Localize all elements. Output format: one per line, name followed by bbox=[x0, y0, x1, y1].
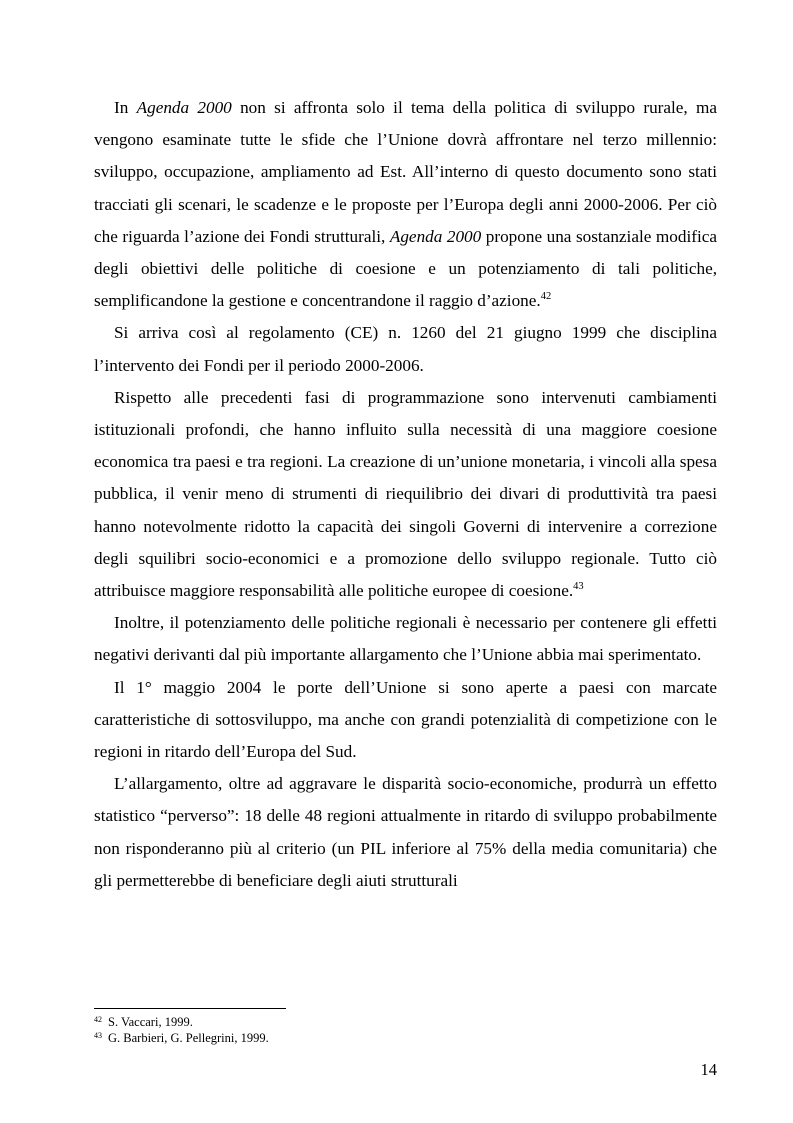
footnote-number: 42 bbox=[94, 1015, 102, 1024]
paragraph bbox=[94, 382, 717, 607]
text-run: Si arriva così al regolamento (CE) n. 1260 del 21 giugno 1999 che disciplina l’intervento dei Fondi per il periodo 2000-2006. bbox=[94, 323, 717, 375]
footnotes bbox=[94, 1015, 717, 1047]
footnote-number: 43 bbox=[94, 1031, 102, 1040]
footnote-text: S. Vaccari, 1999. bbox=[108, 1015, 193, 1029]
body-text bbox=[94, 92, 717, 897]
paragraph bbox=[94, 92, 717, 317]
footnote bbox=[94, 1031, 717, 1047]
footnote-text: G. Barbieri, G. Pellegrini, 1999. bbox=[108, 1031, 269, 1045]
footnote-separator bbox=[94, 1008, 286, 1009]
footnote-reference: 42 bbox=[540, 291, 552, 303]
paragraph bbox=[94, 317, 717, 381]
italic-title: Agenda 2000 bbox=[389, 226, 482, 246]
page-number: 14 bbox=[700, 1060, 717, 1079]
italic-title: Agenda 2000 bbox=[136, 98, 232, 117]
paragraph bbox=[94, 672, 717, 769]
text-run: Il 1° maggio 2004 le porte dell’Unione si sono aperte a paesi con marcate caratteristiche di sottosviluppo, ma anche con grandi potenzialità di competizione con le regioni in ritardo dell’Europa del Sud. bbox=[94, 677, 717, 762]
text-run: In bbox=[114, 98, 137, 117]
footnote-reference: 43 bbox=[573, 581, 584, 593]
text-run: Inoltre, il potenziamento delle politiche regionali è necessario per contenere gli effetti negativi derivanti dal più importante allargamento che l’Unione abbia mai sperimentato. bbox=[94, 613, 717, 665]
footnote bbox=[94, 1015, 717, 1031]
text-run: propone una sostanziale modifica degli obiettivi delle politiche di coesione e un potenziamento di tali politiche, semplificandone la gestione e concentrandone il raggio d’azione. bbox=[94, 226, 717, 311]
text-run: L’allargamento, oltre ad aggravare le disparità socio-economiche, produrrà un effetto statistico “perverso”: 18 delle 48 regioni attualmente in ritardo di sviluppo probabilmente non risponderanno più al criterio (un PIL inferiore al 75% della media comunitaria) che gli permetterebbe di beneficiare degli aiuti strutturali bbox=[94, 774, 717, 890]
paragraph bbox=[94, 607, 717, 671]
text-run: Rispetto alle precedenti fasi di programmazione sono intervenuti cambiamenti istituzionali profondi, che hanno influito sulla necessità di una maggiore coesione economica tra paesi e tra regioni. La creazione di un’unione monetaria, i vincoli alla spesa pubblica, il venir meno di strumenti di riequilibrio dei divari di produttività tra paesi hanno notevolmente ridotto la capacità dei singoli Governi di intervenire a correzione degli squilibri socio-economici e a promozione dello sviluppo regionale. Tutto ciò attribuisce maggiore responsabilità alle politiche europee di coesione. bbox=[94, 387, 717, 601]
text-run: non si affronta solo il tema della politica di sviluppo rurale, ma vengono esaminate tutte le sfide che l’Unione dovrà affrontare nel terzo millennio: sviluppo, occupazione, ampliamento ad Est. All’interno di questo documento sono stati tracciati gli scenari, le scadenze e le proposte per l’Europa degli anni 2000-2006. Per ciò che riguarda l’azione dei Fondi strutturali, bbox=[94, 98, 717, 246]
paragraph bbox=[94, 768, 717, 897]
